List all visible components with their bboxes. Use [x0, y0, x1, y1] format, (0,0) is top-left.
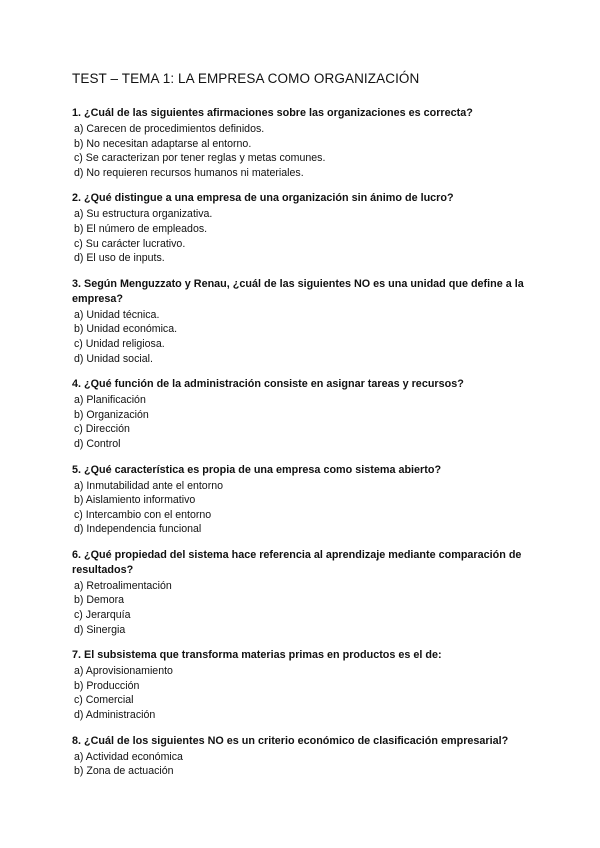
option-a: a) Unidad técnica. [74, 308, 160, 321]
option-d: d) Administración [74, 709, 156, 722]
options-list [72, 664, 542, 722]
question-text: 7. El subsistema que transforma materias primas en productos es el de: [72, 649, 442, 662]
question-1 [72, 106, 542, 180]
question-text: 5. ¿Qué característica es propia de una empresa como sistema abierto? [72, 463, 442, 476]
option-b: b) Aislamiento informativo [74, 494, 196, 507]
option-a: a) Carecen de procedimientos definidos. [74, 123, 265, 135]
question-text: 4. ¿Qué función de la administración consiste en asignar tareas y recursos? [72, 378, 464, 391]
option-d: d) El uso de inputs. [74, 252, 165, 265]
option-c: c) Intercambio con el entorno [74, 508, 212, 521]
question-3 [72, 277, 542, 366]
option-b: b) No necesitan adaptarse al entorno. [74, 137, 252, 150]
option-c: c) Comercial [74, 694, 134, 707]
options-list [72, 479, 542, 537]
option-b: b) Zona de actuación [74, 765, 174, 778]
option-a: a) Aprovisionamiento [74, 665, 173, 678]
question-text: 8. ¿Cuál de los siguientes NO es un criterio económico de clasificación empresarial? [72, 734, 509, 747]
option-c: c) Jerarquía [74, 609, 131, 622]
option-b: b) Organización [74, 408, 149, 421]
question-6 [72, 548, 542, 637]
question-8 [72, 734, 542, 779]
question-text: 1. ¿Cuál de las siguientes afirmaciones sobre las organizaciones es correcta? [72, 107, 473, 119]
options-list [72, 750, 542, 779]
options-list [72, 122, 542, 180]
option-c: c) Unidad religiosa. [74, 337, 165, 350]
option-a: a) Retroalimentación [74, 579, 172, 592]
document-page [72, 70, 542, 790]
option-b: b) Demora [74, 594, 125, 607]
option-c: c) Su carácter lucrativo. [74, 237, 186, 250]
option-a: a) Inmutabilidad ante el entorno [74, 479, 224, 492]
question-5 [72, 463, 542, 537]
question-text: 6. ¿Qué propiedad del sistema hace referencia al aprendizaje mediante comparación de resultados? [72, 548, 522, 576]
option-b: b) Unidad económica. [74, 323, 178, 336]
option-d: d) Sinergia [74, 623, 126, 636]
option-a: a) Planificación [74, 394, 146, 407]
options-list [72, 207, 542, 265]
option-c: c) Dirección [74, 423, 130, 436]
option-b: b) Producción [74, 679, 140, 692]
options-list [72, 393, 542, 451]
question-2 [72, 191, 542, 265]
question-text: 2. ¿Qué distingue a una empresa de una organización sin ánimo de lucro? [72, 192, 454, 205]
document-title: TEST – TEMA 1: LA EMPRESA COMO ORGANIZACIÓN [72, 71, 420, 86]
option-d: d) Control [74, 437, 121, 450]
question-7 [72, 648, 542, 722]
option-d: d) Unidad social. [74, 352, 153, 365]
options-list [72, 579, 542, 637]
question-4 [72, 377, 542, 451]
question-text: 3. Según Menguzzato y Renau, ¿cuál de las siguientes NO es una unidad que define a la empresa? [72, 277, 524, 305]
option-b: b) El número de empleados. [74, 222, 208, 235]
option-a: a) Su estructura organizativa. [74, 208, 213, 221]
options-list [72, 308, 542, 366]
option-d: d) Independencia funcional [74, 523, 202, 536]
option-d: d) No requieren recursos humanos ni materiales. [74, 166, 304, 179]
option-a: a) Actividad económica [74, 750, 183, 763]
option-c: c) Se caracterizan por tener reglas y metas comunes. [74, 152, 326, 165]
